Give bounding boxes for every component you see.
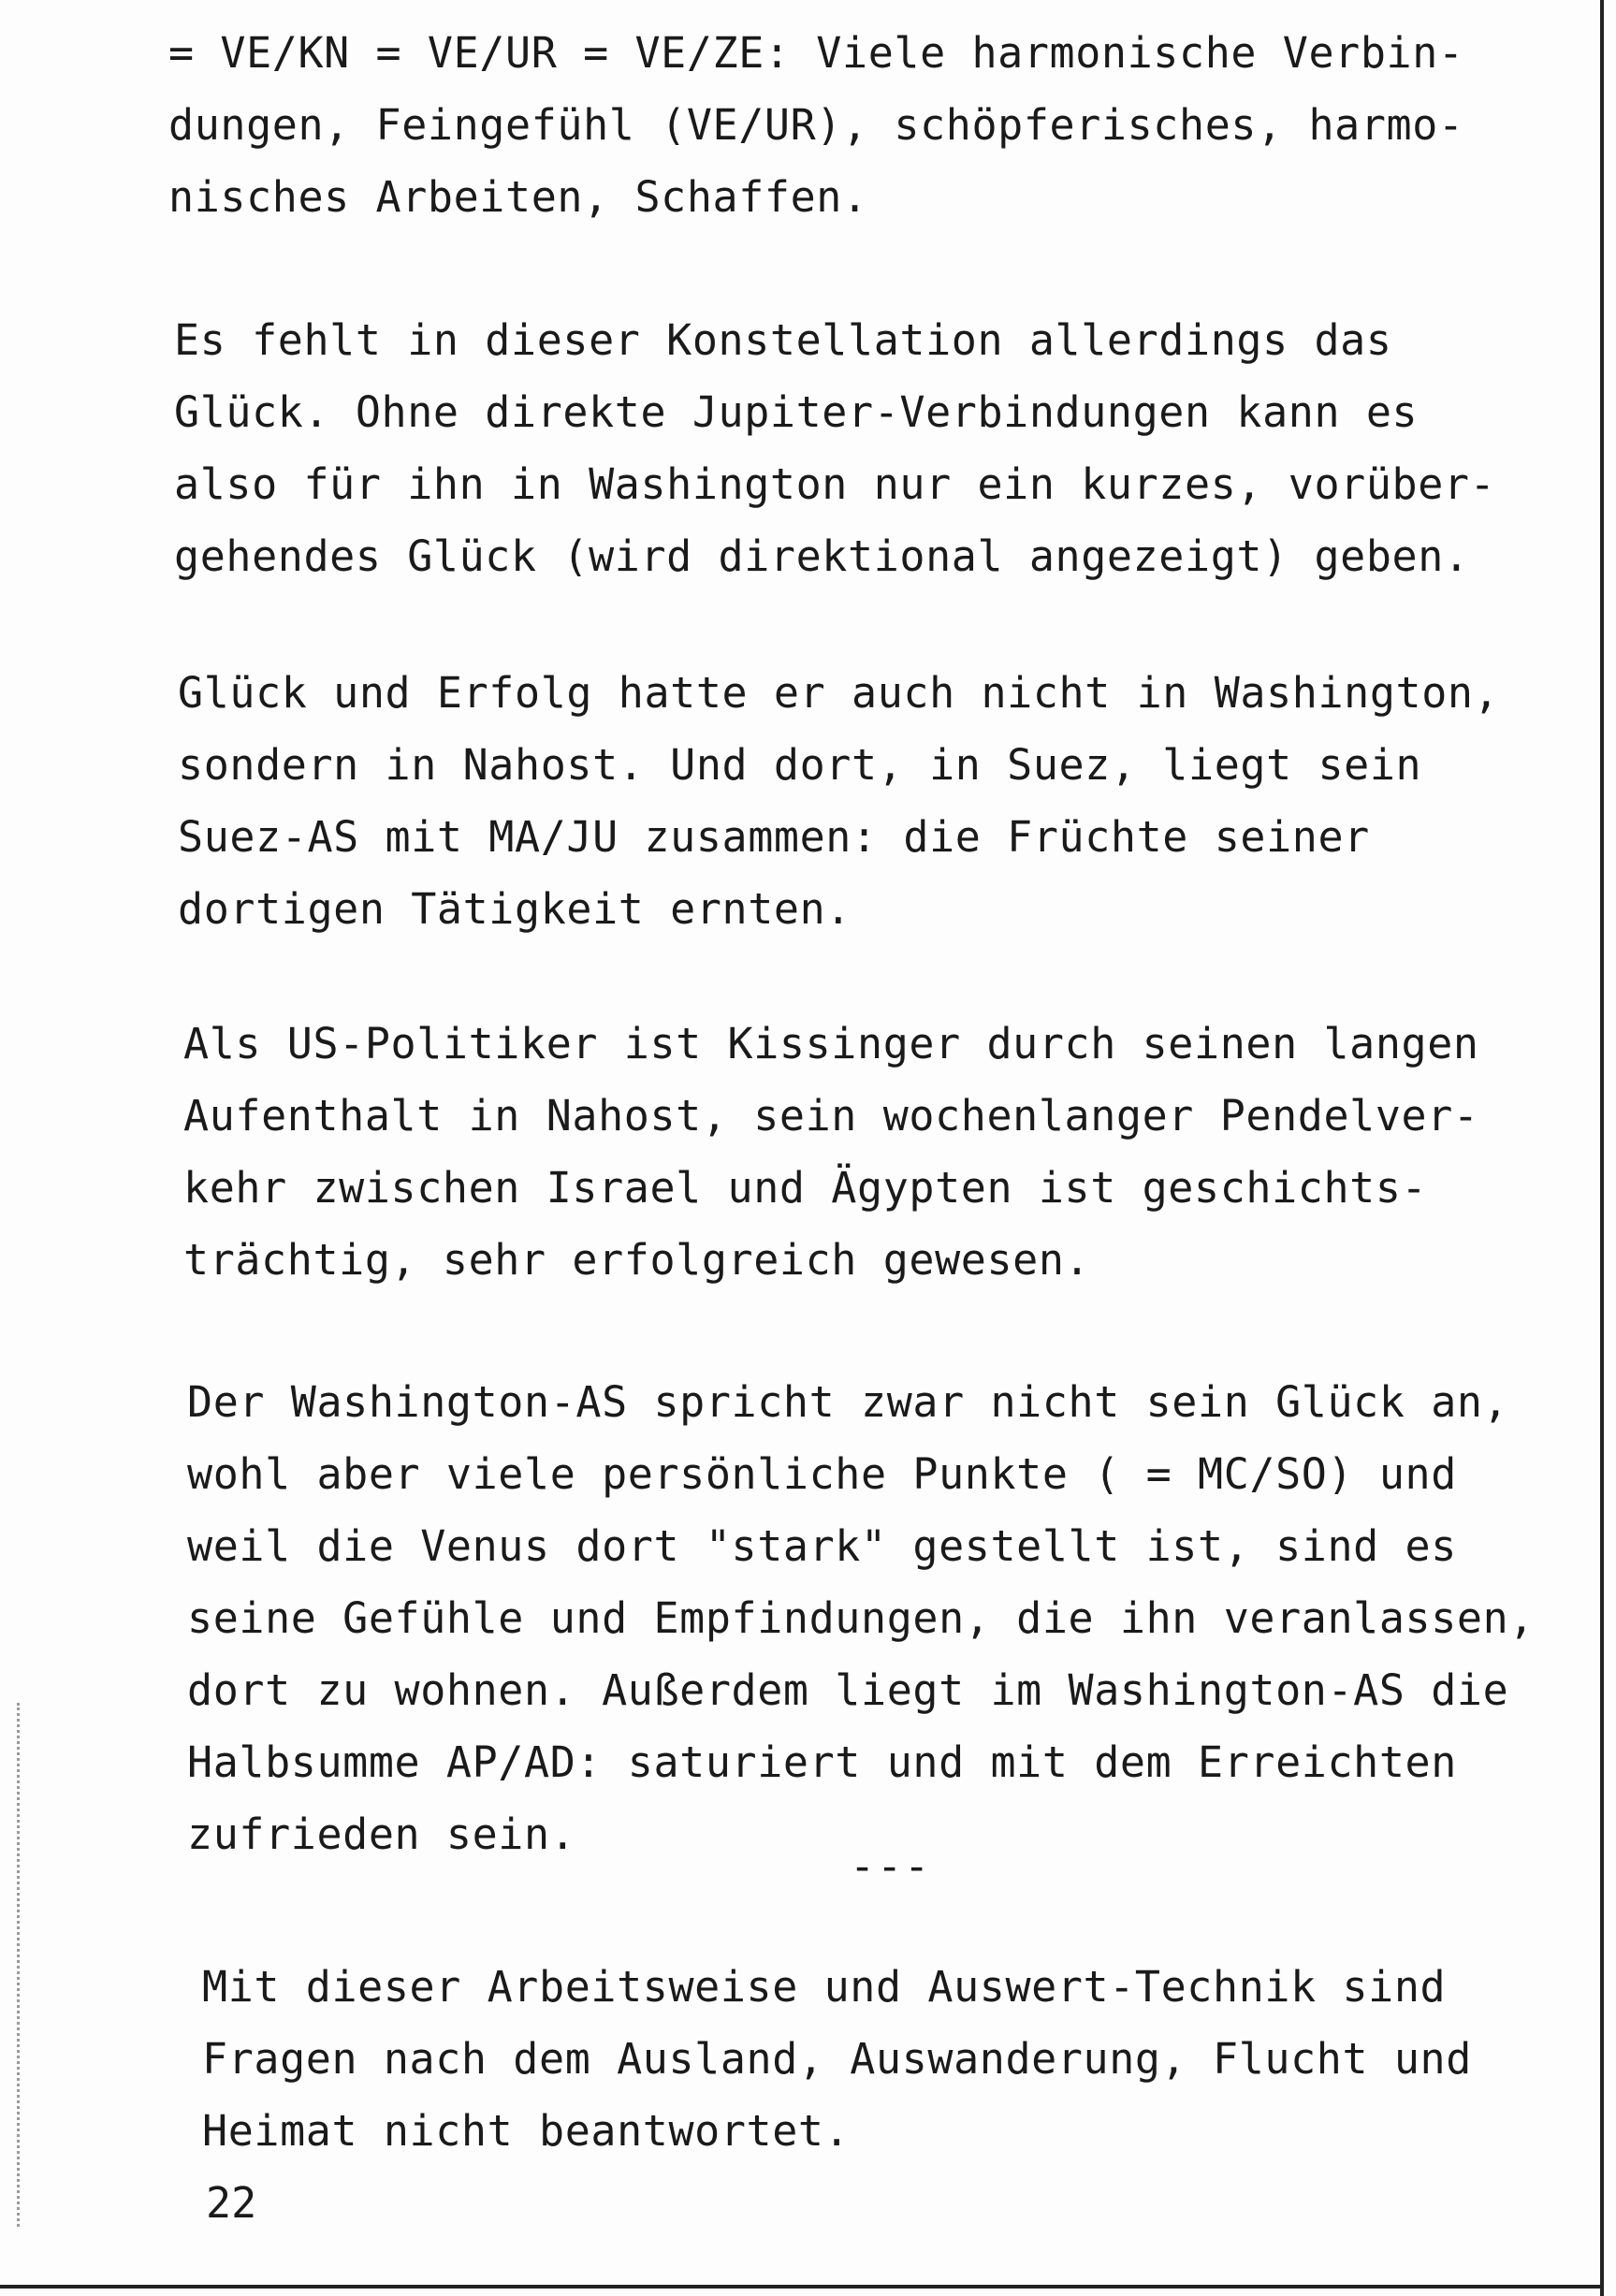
text-line: kehr zwischen Israel und Ägypten ist geschichts- <box>183 1163 1428 1213</box>
text-line: sondern in Nahost. Und dort, in Suez, liegt sein <box>178 740 1422 790</box>
paragraph-4 <box>183 1008 1479 1296</box>
text-line: Mit dieser Arbeitsweise und Auswert-Technik sind <box>202 1962 1447 2012</box>
text-line: Glück und Erfolg hatte er auch nicht in Washington, <box>178 668 1500 718</box>
text-line: = VE/KN = VE/UR = VE/ZE: Viele harmonische Verbin- <box>168 28 1464 78</box>
text-line: Glück. Ohne direkte Jupiter-Verbindungen kann es <box>174 387 1419 437</box>
paragraph-2 <box>174 304 1495 592</box>
paragraph-3 <box>178 657 1499 945</box>
text-line: Fragen nach dem Ausland, Auswanderung, Flucht und <box>202 2034 1472 2084</box>
text-line: dortigen Tätigkeit ernten. <box>178 884 852 934</box>
text-line: Halbsumme AP/AD: saturiert und mit dem Erreichten <box>187 1737 1457 1787</box>
text-line: seine Gefühle und Empfindungen, die ihn veranlassen, <box>187 1593 1535 1643</box>
text-line: Aufenthalt in Nahost, sein wochenlanger Pendelver- <box>183 1091 1479 1141</box>
text-line: dort zu wohnen. Außerdem liegt im Washington-AS die <box>187 1665 1509 1715</box>
text-line: Der Washington-AS spricht zwar nicht sein Glück an, <box>187 1377 1509 1427</box>
text-line: Suez-AS mit MA/JU zusammen: die Früchte seiner <box>178 812 1370 862</box>
text-line: also für ihn in Washington nur ein kurzes, vorüber- <box>174 459 1496 509</box>
binding-perforation <box>17 1703 20 2227</box>
paragraph-6 <box>202 1951 1472 2167</box>
text-line: wohl aber viele persönliche Punkte ( = MC/SO) und <box>187 1449 1457 1499</box>
text-line: nisches Arbeiten, Schaffen. <box>168 172 868 222</box>
text-line: weil die Venus dort "stark" gestellt ist, sind es <box>187 1521 1457 1571</box>
page-number: 22 <box>206 2178 257 2228</box>
page-right-edge <box>1600 0 1604 2296</box>
text-line: trächtig, sehr erfolgreich gewesen. <box>183 1235 1091 1285</box>
text-line: zufrieden sein. <box>187 1809 576 1859</box>
section-separator: --- <box>850 1841 932 1891</box>
page-bottom-edge <box>0 2285 1604 2289</box>
text-line: Als US-Politiker ist Kissinger durch seinen langen <box>183 1019 1479 1068</box>
paragraph-1 <box>168 17 1464 233</box>
paragraph-5 <box>187 1366 1535 1870</box>
text-line: Heimat nicht beantwortet. <box>202 2106 851 2156</box>
text-line: dungen, Feingefühl (VE/UR), schöpferisches, harmo- <box>168 100 1464 150</box>
text-line: gehendes Glück (wird direktional angezeigt) geben. <box>174 531 1470 581</box>
text-line: Es fehlt in dieser Konstellation allerdings das <box>174 315 1392 365</box>
